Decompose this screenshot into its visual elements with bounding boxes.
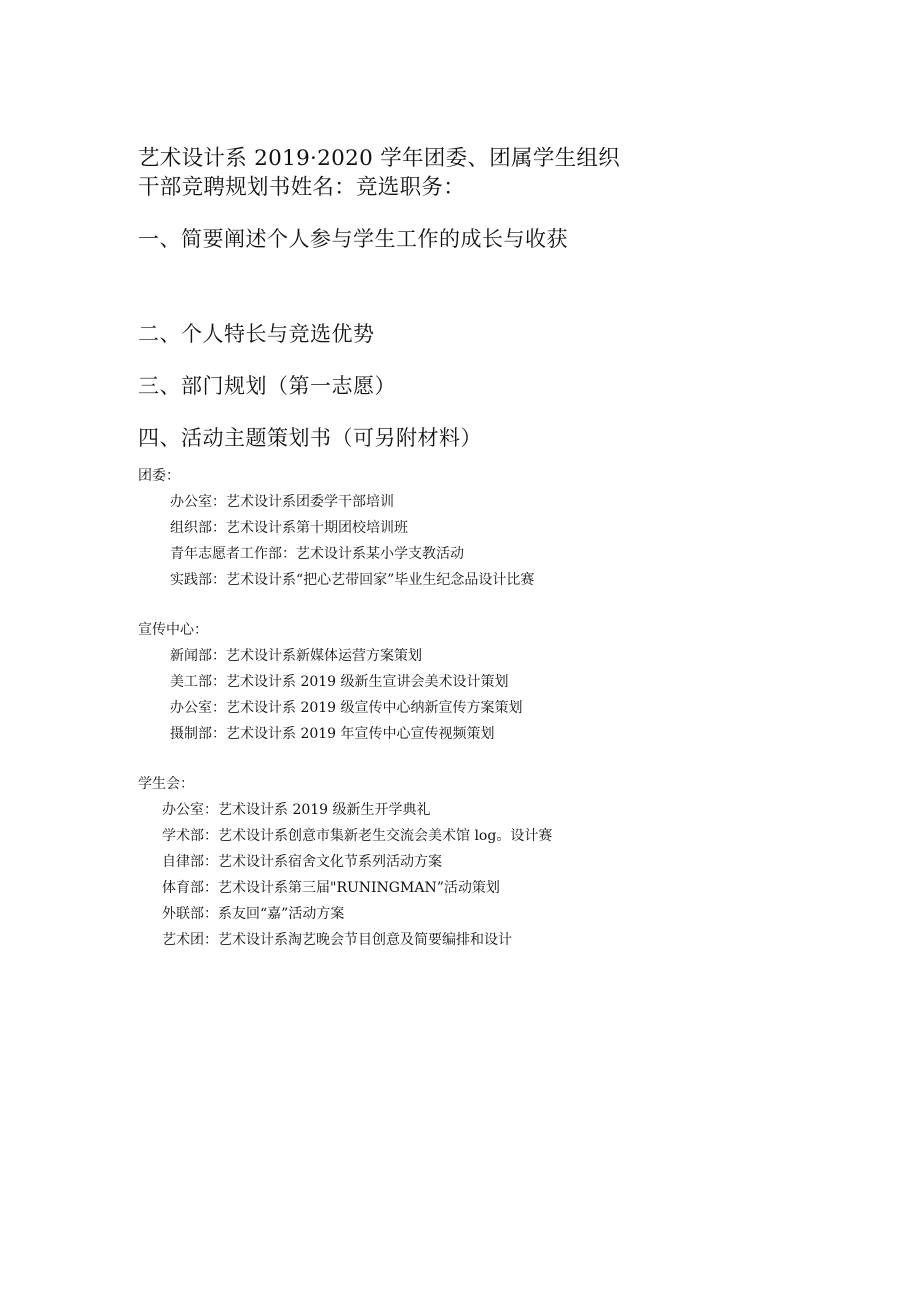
- section-heading-4: 四、活动主题策划书（可另附材料）: [138, 426, 482, 450]
- list-item: [170, 646, 422, 666]
- list-item: [162, 852, 442, 872]
- document-title: 艺术设计系 2019·2020 学年团委、团属学生组织干部竞聘规划书姓名：竞选职务：: [138, 146, 621, 200]
- dept-name: 外联部: [162, 906, 204, 922]
- list-item: [162, 904, 344, 924]
- list-item: [170, 724, 495, 744]
- separator: ：: [212, 700, 226, 716]
- dept-name: 新闻部: [170, 648, 212, 664]
- dept-name: 摄制部: [170, 726, 212, 742]
- list-item: [170, 672, 509, 692]
- activity-desc: 艺术设计系 2019 年宣传中心宣传视频策划: [226, 726, 495, 742]
- separator: ：: [204, 828, 218, 844]
- section-heading-3: 三、部门规划（第一志愿）: [138, 374, 396, 398]
- separator: ：: [204, 802, 218, 818]
- dept-name: 青年志愿者工作部: [170, 546, 282, 562]
- list-item: [170, 492, 394, 512]
- separator: ：: [212, 726, 226, 742]
- dept-name: 体育部: [162, 880, 204, 896]
- separator: ：: [212, 520, 226, 536]
- list-item: [162, 878, 500, 898]
- activity-desc: 艺术设计系创意市集新老生交流会美术馆 log。设计赛: [218, 828, 553, 844]
- activity-desc: 艺术设计系第十期团校培训班: [226, 520, 408, 536]
- separator: ：: [204, 854, 218, 870]
- activity-desc: 艺术设计系新媒体运营方案策划: [226, 648, 422, 664]
- list-item: [162, 930, 512, 950]
- list-item: [162, 826, 552, 846]
- separator: ：: [212, 674, 226, 690]
- list-item: [170, 518, 408, 538]
- dept-name: 实践部: [170, 572, 212, 588]
- activity-desc: 艺术设计系某小学支教活动: [296, 546, 464, 562]
- dept-name: 学术部: [162, 828, 204, 844]
- activity-desc: 艺术设计系 2019 级宣传中心纳新宣传方案策划: [226, 700, 523, 716]
- list-item: [170, 698, 523, 718]
- dept-name: 艺术团: [162, 932, 204, 948]
- separator: ：: [204, 880, 218, 896]
- separator: ：: [212, 648, 226, 664]
- section-heading-1: 一、简要阐述个人参与学生工作的成长与收获: [138, 227, 568, 251]
- activity-desc: 艺术设计系 2019 级新生宣讲会美术设计策划: [226, 674, 509, 690]
- list-item: [170, 544, 464, 564]
- activity-desc: 系友回“嘉”活动方案: [218, 906, 345, 922]
- group-label-xueshenghui: 学生会：: [138, 776, 194, 792]
- dept-name: 美工部: [170, 674, 212, 690]
- dept-name: 组织部: [170, 520, 212, 536]
- list-item: [170, 570, 534, 590]
- dept-name: 办公室: [162, 802, 204, 818]
- dept-name: 办公室: [170, 700, 212, 716]
- list-item: [162, 800, 431, 820]
- separator: ：: [282, 546, 296, 562]
- separator: ：: [204, 932, 218, 948]
- activity-desc: 艺术设计系宿舍文化节系列活动方案: [218, 854, 442, 870]
- group-label-tuanwei: 团委：: [138, 468, 180, 484]
- separator: ：: [212, 494, 226, 510]
- separator: ：: [204, 906, 218, 922]
- activity-desc: 艺术设计系 2019 级新生开学典礼: [218, 802, 431, 818]
- activity-desc: 艺术设计系淘艺晚会节目创意及简要编排和设计: [218, 932, 512, 948]
- section-heading-2: 二、个人特长与竞选优势: [138, 322, 375, 346]
- dept-name: 自律部: [162, 854, 204, 870]
- separator: ：: [212, 572, 226, 588]
- activity-desc: 艺术设计系第三届"RUNINGMAN”活动策划: [218, 880, 500, 896]
- activity-desc: 艺术设计系“把心艺带回家”毕业生纪念品设计比赛: [226, 572, 535, 588]
- dept-name: 办公室: [170, 494, 212, 510]
- activity-desc: 艺术设计系团委学干部培训: [226, 494, 394, 510]
- group-label-xuanchuan: 宣传中心：: [138, 622, 208, 638]
